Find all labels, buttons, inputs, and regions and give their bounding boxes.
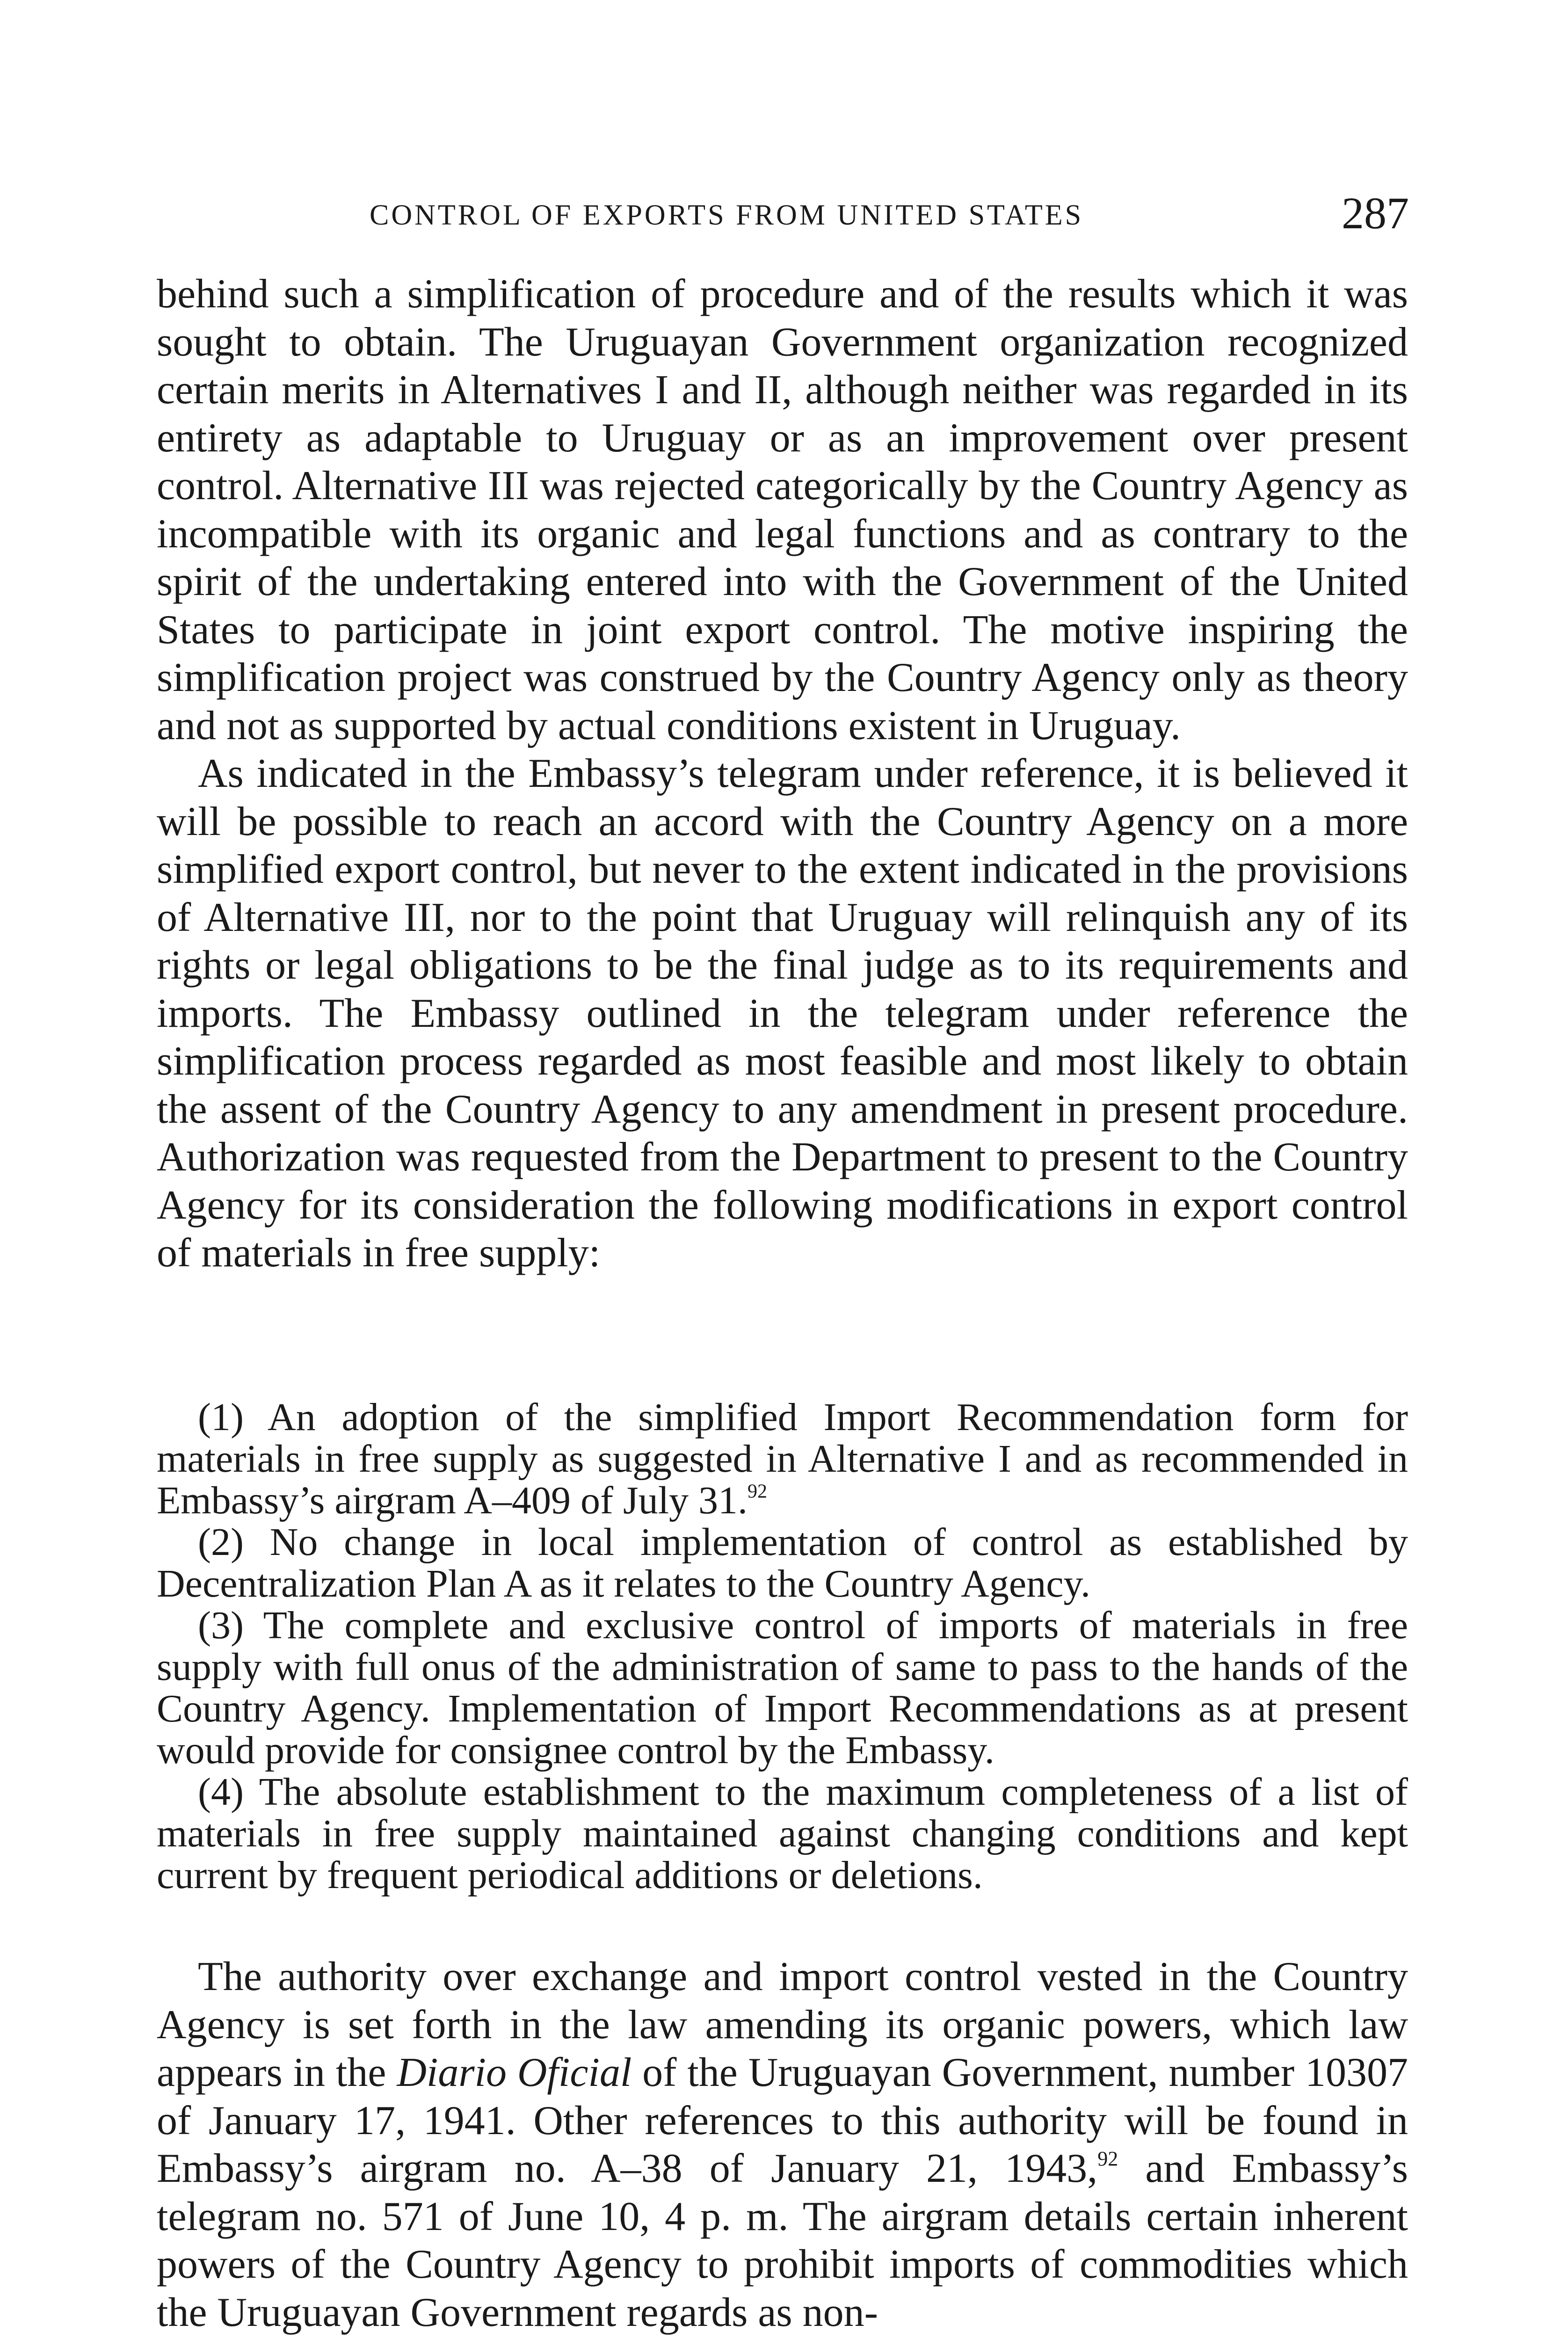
- main-text: [157, 270, 1408, 1278]
- page-number: 287: [1342, 188, 1409, 238]
- list-item: (2) No change in local implementation of control as established by Decentralization Plan A as it relates to the Country Agency.: [157, 1520, 1408, 1605]
- running-title: CONTROL OF EXPORTS FROM UNITED STATES: [370, 199, 1084, 231]
- paragraph-authority: The authority over exchange and import control vested in the Country Agency is set forth in the law amending its organic powers, which law appears in the Diario Oficial of the Uruguayan Government, number 10307 of January 17, 1941. Other references to this authority will be found in Embassy’s airgram no. A–38 of January 21, 1943,92 and Embassy’s telegram no. 571 of June 10, 4 p. m. The airgram details certain inherent powers of the Country Agency to prohibit imports of commodities which the Uruguayan Government regards as non-: [157, 1954, 1408, 2335]
- page-header: [370, 187, 1409, 239]
- list-item: (3) The complete and exclusive control of imports of materials in free supply with full onus of the administration of same to pass to the hands of the Country Agency. Implementation of Import Recommendations as at present would provide for consignee control by the Embassy.: [157, 1604, 1408, 1772]
- publication-title: Diario Oficial: [397, 2050, 632, 2095]
- paragraph-embassy-accord: As indicated in the Embassy’s telegram under reference, it is believed it will be possible to reach an accord with the Country Agency on a more simplified export control, but never to the extent indicated in the provisions of Alternative III, nor to the point that Uruguay will relinquish any of its rights or legal obligations to be the final judge as to its requirements and imports. The Embassy outlined in the telegram under reference the simplification process regarded as most feasible and most likely to obtain the assent of the Country Agency to any amendment in present procedure. Authorization was requested from the Department to present to the Country Agency for its consideration the following modifications in export control of materials in free supply:: [157, 751, 1408, 1276]
- footnote-reference: 92: [748, 1481, 768, 1503]
- paragraph-continued: behind such a simplification of procedure and of the results which it was sought to obtain. The Uruguayan Government organization recognized certain merits in Alternatives I and II, although neither was regarded in its entirety as adaptable to Uruguay or as an improvement over present control. Alternative III was rejected categorically by the Country Agency as incompatible with its organic and legal functions and as contrary to the spirit of the undertaking entered into with the Government of the United States to participate in joint export control. The motive inspiring the simplification project was construed by the Country Agency only as theory and not as supported by actual conditions existent in Uruguay.: [157, 271, 1408, 748]
- list-item: [157, 1396, 1408, 1521]
- list-item-text: (1) An adoption of the simplified Import Recommendation form for materials in free supply as suggested in Alternative I and as recommended in Embassy’s airgram A–409 of July 31.: [157, 1395, 1408, 1522]
- footnote-reference: 92: [1097, 2147, 1118, 2170]
- list-item: (4) The absolute establishment to the maximum completeness of a list of materials in free supply maintained against changing conditions and kept current by frequent periodical additions or deletions.: [157, 1770, 1408, 1897]
- closing-text: [157, 1953, 1408, 2337]
- modifications-list: [157, 1396, 1408, 1896]
